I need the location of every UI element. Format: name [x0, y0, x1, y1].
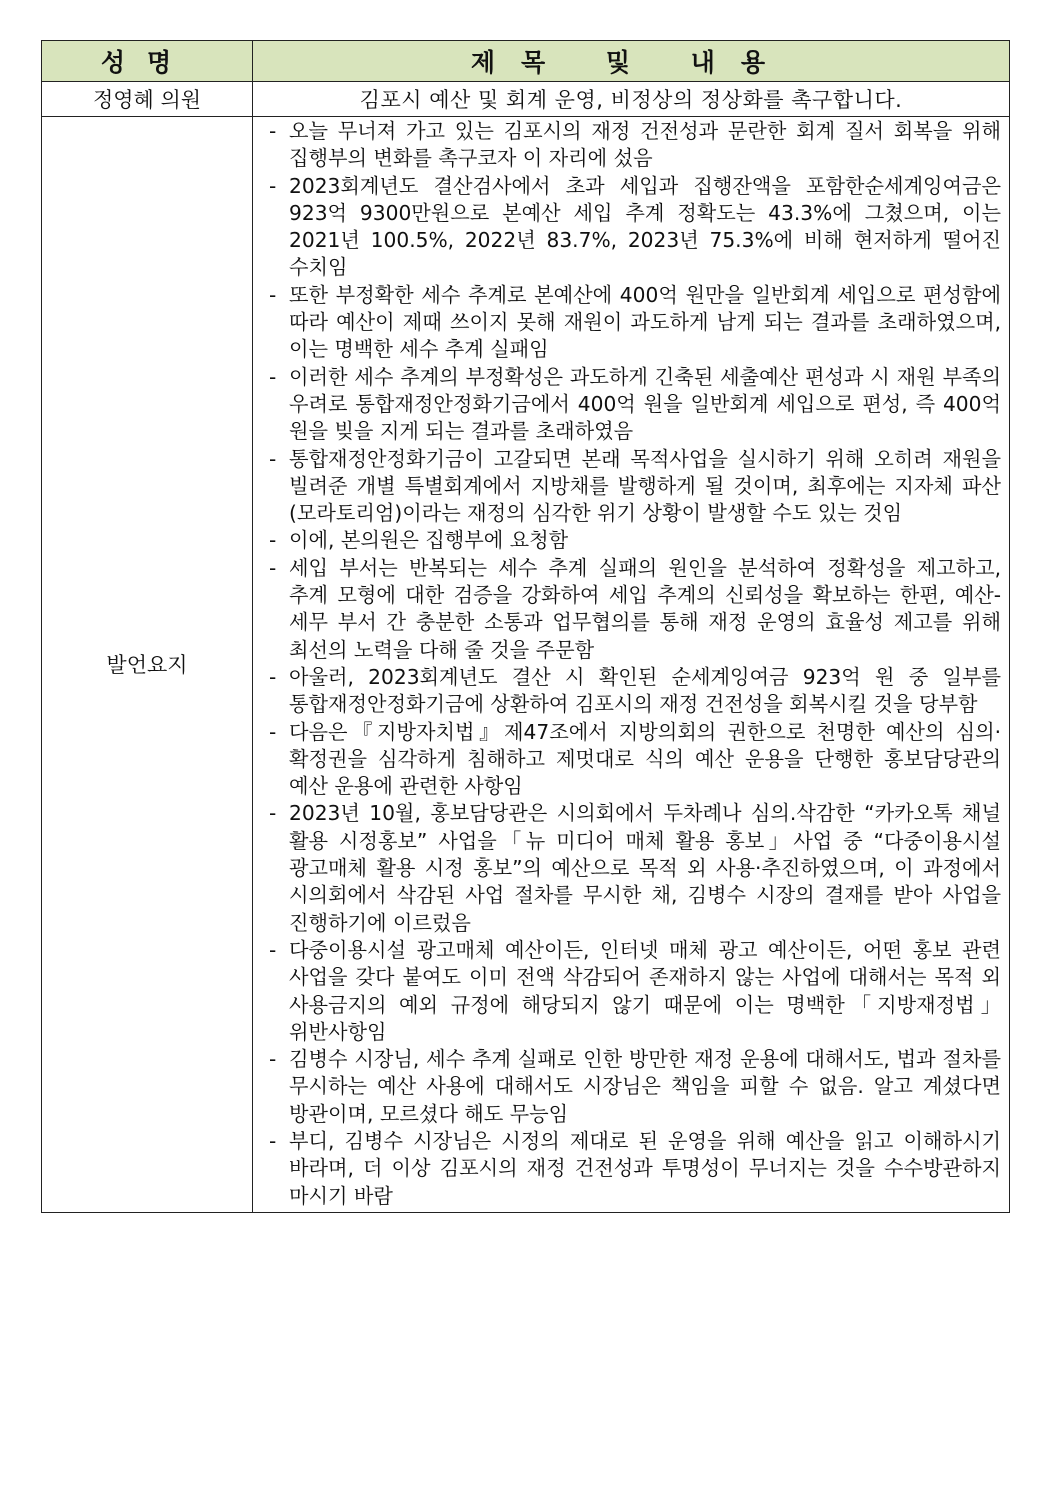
point-item: - 통합재정안정화기금이 고갈되면 본래 목적사업을 실시하기 위해 오히려 재원을 빌려준 개별 특별회계에서 지방채를 발행하게 될 것이며, 최후에는 지자체 파산(모라토리엄)이라는 재정의 심각한 위기 상황이 발생할 수도 있는 것임 — [267, 446, 1001, 528]
point-item: - 다음은『지방자치법』제47조에서 지방의회의 권한으로 천명한 예산의 심의·확정권을 심각하게 침해하고 제멋대로 식의 예산 운용을 단행한 홍보담당관의 예산 운용에 관련한 사항임 — [267, 719, 1001, 801]
speech-body — [253, 117, 1010, 1213]
speech-summary-table — [41, 40, 1010, 1213]
point-item: - 이러한 세수 추계의 부정확성은 과도하게 긴축된 세출예산 편성과 시 재원 부족의 우려로 통합재정안정화기금에서 400억 원을 일반회계 세입으로 편성, 즉 400억 원을 빚을 지게 되는 결과를 초래하였음 — [267, 364, 1001, 446]
header-row — [42, 41, 1010, 82]
header-title-content: 제목 및 내용 — [253, 41, 1010, 82]
speaker-name: 정영혜 의원 — [42, 82, 253, 117]
point-item: - 다중이용시설 광고매체 예산이든, 인터넷 매체 광고 예산이든, 어떤 홍보 관련 사업을 갖다 붙여도 이미 전액 삭감되어 존재하지 않는 사업에 대해서는 목적 외 사용금지의 예외 규정에 해당되지 않기 때문에 이는 명백한「지방재정법」위반사항임 — [267, 937, 1001, 1046]
point-item: - 김병수 시장님, 세수 추계 실패로 인한 방만한 재정 운용에 대해서도, 법과 절차를 무시하는 예산 사용에 대해서도 시장님은 책임을 피할 수 없음. 알고 계셨다면 방관이며, 모르셨다 해도 무능임 — [267, 1046, 1001, 1128]
point-item: - 2023회계년도 결산검사에서 초과 세입과 집행잔액을 포함한순세계잉여금은 923억 9300만원으로 본예산 세입 추계 정확도는 43.3%에 그쳤으며, 이는 2021년 100.5%, 2022년 83.7%, 2023년 75.3%에 비해 현저하게 떨어진 수치임 — [267, 173, 1001, 282]
header-name: 성명 — [42, 41, 253, 82]
speaker-row — [42, 82, 1010, 117]
point-list — [267, 118, 1001, 1210]
section-label: 발언요지 — [42, 117, 253, 1213]
point-item: - 부디, 김병수 시장님은 시정의 제대로 된 운영을 위해 예산을 읽고 이해하시기 바라며, 더 이상 김포시의 재정 건전성과 투명성이 무너지는 것을 수수방관하지 마시기 바람 — [267, 1128, 1001, 1210]
speech-subject: 김포시 예산 및 회계 운영, 비정상의 정상화를 촉구합니다. — [253, 82, 1010, 117]
point-item: - 2023년 10월, 홍보담당관은 시의회에서 두차례나 심의.삭감한 “카카오톡 채널 활용 시정홍보” 사업을「뉴 미디어 매체 활용 홍보」사업 중 “다중이용시설 광고매체 활용 시정 홍보”의 예산으로 목적 외 사용·추진하였으며, 이 과정에서 시의회에서 삭감된 사업 절차를 무시한 채, 김병수 시장의 결재를 받아 사업을 진행하기에 이르렀음 — [267, 800, 1001, 936]
point-item: - 세입 부서는 반복되는 세수 추계 실패의 원인을 분석하여 정확성을 제고하고, 추계 모형에 대한 검증을 강화하여 세입 추계의 신뢰성을 확보하는 한편, 예산-세무 부서 간 충분한 소통과 업무협의를 통해 재정 운영의 효율성 제고를 위해 최선의 노력을 다해 줄 것을 주문함 — [267, 555, 1001, 664]
point-item: - 오늘 무너져 가고 있는 김포시의 재정 건전성과 문란한 회계 질서 회복을 위해 집행부의 변화를 촉구코자 이 자리에 섰음 — [267, 118, 1001, 173]
content-row — [42, 117, 1010, 1213]
point-item: - 이에, 본의원은 집행부에 요청함 — [267, 527, 1001, 554]
point-item: - 아울러, 2023회계년도 결산 시 확인된 순세계잉여금 923억 원 중 일부를 통합재정안정화기금에 상환하여 김포시의 재정 건전성을 회복시킬 것을 당부함 — [267, 664, 1001, 719]
point-item: - 또한 부정확한 세수 추계로 본예산에 400억 원만을 일반회계 세입으로 편성함에 따라 예산이 제때 쓰이지 못해 재원이 과도하게 남게 되는 결과를 초래하였으며, 이는 명백한 세수 추계 실패임 — [267, 282, 1001, 364]
